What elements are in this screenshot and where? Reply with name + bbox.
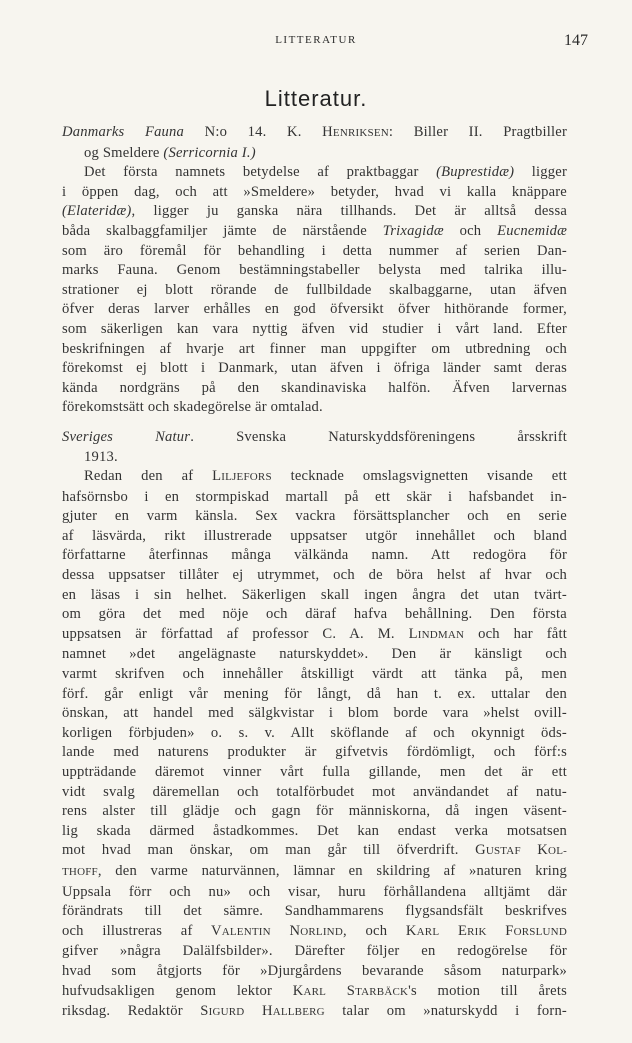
paragraph-line: strationer ej blott rörande de fullbildade skalbaggarne, utan äfven <box>62 281 567 298</box>
paragraph-line: THOFF, den varme naturvännen, lämnar en skildring af »naturen kring <box>62 862 567 879</box>
page-number: 147 <box>564 32 588 49</box>
paragraph-line: uppsatsen är författad af professor C. A. M. LINDMAN och har fått <box>62 625 567 642</box>
paragraph-line: som säkerligen kan vara nyttig äfven vid studier i vårt land. Efter <box>62 320 567 337</box>
paragraph-line: vidt svalg däremellan och totalförbudet mot användandet af natu- <box>62 783 567 800</box>
article-body <box>62 123 567 1023</box>
paragraph-line: gifver »några Dalälfsbilder». Därefter följer en redogörelse för <box>62 943 567 960</box>
paragraph-line: båda skalbaggfamiljer jämte de närstående Trixagidæ och Eucnemidæ <box>62 222 568 239</box>
paragraph-line: marks Fauna. Genom bestämningstabeller belysta med talrika illu- <box>62 262 567 279</box>
paragraph-line: författarne återfinnas många välkända namn. Att redogöra för <box>62 547 567 564</box>
review-entry <box>62 428 567 1023</box>
paragraph-line: hufvudsakligen genom lektor KARL STARBÄCK's motion till årets <box>62 982 567 999</box>
paragraph-line: hafsörnsbo i en stormpiskad martall på ett skär i hafsbandet in- <box>62 488 567 505</box>
paragraph-line: af läsvärda, rikt illustrerade uppsatser utgör innehållet och bland <box>62 527 567 544</box>
running-head <box>0 32 632 52</box>
review-entry <box>62 123 567 418</box>
paragraph-line: gjuter en varm känsla. Sex vackra försättsplancher och en serie <box>62 508 567 525</box>
paragraph-line: öfver deras larver erhålles en god öfversikt öfver hithörande former, <box>62 301 567 318</box>
paragraph-line: kända nordgräns på den skandinaviska halfön. Äfven larvernas <box>62 379 567 396</box>
paragraph-line: förekomstsätt och skadegörelse är omtalad. <box>62 399 323 416</box>
running-title: LITTERATUR <box>275 34 357 46</box>
paragraph-line: dessa uppsatser tillåter ej utrymmet, och de böra helst af hvar och <box>62 567 567 584</box>
entry-gap <box>62 418 567 428</box>
paragraph-line: korligen förbjuden» o. s. v. Allt sköflande af och okynnigt öds- <box>62 724 567 741</box>
paragraph-line: (Elateridæ), ligger ju ganska nära tillhands. Det är alltså dessa <box>62 203 567 220</box>
paragraph-line: lig skada därmed åstadkommes. Det kan endast verka motsatsen <box>62 822 567 839</box>
paragraph-line: som äro föremål för behandling i detta nummer af serien Dan- <box>62 242 567 259</box>
entry-citation-line: 1913. <box>84 448 118 465</box>
paragraph-line: beskrifningen af hvarje art finner man uppgifter om utbredning och <box>62 340 567 357</box>
entry-citation-line: Danmarks Fauna N:o 14. K. HENRIKSEN: Biller II. Pragtbiller <box>62 124 567 140</box>
paragraph-line: hvad som åtgjorts för »Djurgårdens bevarande såsom naturpark» <box>62 962 567 979</box>
paragraph-line: namnet »det angelägnaste naturskyddet». Den är känsligt och <box>62 646 567 663</box>
paragraph-line: Redan den af LILJEFORS tecknade omslagsvignetten visande ett <box>84 468 567 485</box>
paragraph-line: varmt skrifven och innehåller åtskilligt värdt att tänka på, men <box>62 666 567 683</box>
paragraph-line: förekomst ej blott i Danmark, utan äfven i öfriga länder samt deras <box>62 360 567 377</box>
entry-citation-line: og Smeldere (Serricornia I.) <box>84 144 256 161</box>
paragraph-line: mot hvad man önskar, om man går till öfverdrift. GUSTAF KOL- <box>62 842 567 859</box>
paragraph-line: Det första namnets betydelse af praktbaggar (Buprestidæ) ligger <box>84 164 568 181</box>
paragraph-line: rens alster till glädje och gagn för människorna, då ingen väsent- <box>62 803 567 820</box>
paragraph-line: och illustreras af VALENTIN NORLIND, och KARL ERIK FORSLUND <box>62 922 567 939</box>
paragraph-line: uppträdande däremot vinner vårt fulla gillande, men det är ett <box>62 764 567 780</box>
paragraph-line: en läsas i sin helhet. Säkerligen skall ingen ångra det utan tvärt- <box>62 586 567 603</box>
paragraph-line: om göra det med nöje och däraf hafva behållning. Den första <box>62 606 567 623</box>
paragraph-line: Uppsala förr och nu» och visar, huru förhållandena alltjämt där <box>62 883 567 900</box>
paragraph-line: förändrats till det sämre. Sandhammarens flygsandsfält beskrifves <box>62 903 567 920</box>
entry-citation-line: Sveriges Natur. Svenska Naturskyddsföreningens årsskrift <box>62 428 568 445</box>
paragraph-line: riksdag. Redaktör SIGURD HALLBERG talar om »naturskydd i forn- <box>62 1003 567 1020</box>
paragraph-line: lande med naturens produkter är gifvetvis fördömligt, och förf:s <box>62 744 567 761</box>
paragraph-line: önskan, att handel med sälgkvistar i blom borde vara »helst ovill- <box>62 705 567 722</box>
section-heading: Litteratur. <box>264 86 368 111</box>
paragraph-line: förf. går enligt vår mening för långt, då han t. ex. uttalar den <box>62 685 567 702</box>
paragraph-line: i öppen dag, och att »Smeldere» betyder, hvad vi kalla knäppare <box>62 183 567 200</box>
